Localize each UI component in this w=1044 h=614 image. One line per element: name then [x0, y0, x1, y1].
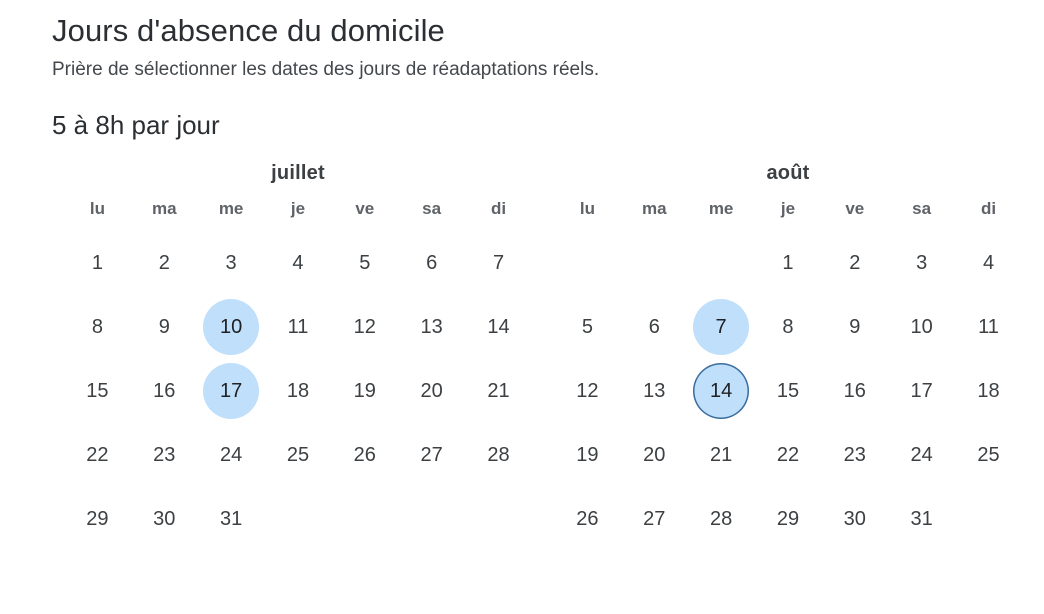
calendar-cell — [265, 359, 332, 423]
calendar-day[interactable]: 19 — [353, 380, 376, 403]
calendar-day[interactable]: 21 — [709, 444, 733, 467]
calendar-day-empty — [961, 489, 1017, 545]
calendar-day[interactable]: 17 — [203, 363, 259, 419]
calendar-day-empty — [404, 489, 460, 545]
calendar-cell — [198, 295, 265, 359]
calendar-cell — [955, 423, 1022, 487]
calendar-cell — [821, 295, 888, 359]
calendar-day[interactable]: 16 — [153, 380, 176, 403]
calendar-day[interactable]: 15 — [776, 380, 800, 403]
calendar-cell — [955, 487, 1022, 551]
calendar-cell — [888, 359, 955, 423]
calendar-cell — [821, 359, 888, 423]
calendar-cell — [265, 295, 332, 359]
weekday-label-me: me — [218, 199, 244, 219]
calendar-cell — [64, 295, 131, 359]
calendar-day[interactable]: 23 — [843, 444, 866, 467]
calendar-cell — [331, 359, 398, 423]
calendars-container — [64, 162, 1044, 551]
weekday-label-di: di — [980, 199, 997, 219]
calendar-août — [554, 162, 1022, 551]
calendar-day[interactable]: 28 — [709, 508, 733, 531]
weekday-label-ve: ve — [355, 199, 375, 219]
calendar-week-row — [554, 423, 1022, 487]
calendar-day[interactable]: 17 — [910, 380, 933, 403]
weekday-label-ma: ma — [151, 199, 177, 219]
calendar-day[interactable]: 25 — [286, 444, 310, 467]
calendar-month-label: août — [766, 162, 810, 185]
calendar-day[interactable]: 8 — [782, 316, 794, 339]
calendar-day[interactable]: 22 — [86, 444, 109, 467]
weekday-label-je: je — [780, 199, 796, 219]
weekday-label-ma: ma — [641, 199, 667, 219]
calendar-cell — [398, 487, 465, 551]
calendar-day[interactable]: 21 — [487, 380, 510, 403]
calendar-day-empty — [471, 489, 527, 545]
calendar-day[interactable]: 24 — [219, 444, 243, 467]
calendar-day[interactable]: 12 — [576, 380, 599, 403]
calendar-cell — [755, 295, 822, 359]
calendar-cell — [331, 231, 398, 295]
section-title: 5 à 8h par jour — [52, 109, 220, 140]
calendar-cell — [621, 423, 688, 487]
page-title: Jours d'absence du domicile — [52, 13, 445, 48]
calendar-day[interactable]: 20 — [643, 444, 666, 467]
calendar-week-row — [64, 295, 532, 359]
weekday-header-row — [554, 199, 1022, 231]
calendar-cell — [554, 231, 621, 295]
weekday-label-me: me — [708, 199, 734, 219]
calendar-week-row — [64, 359, 532, 423]
weekday-label-ve: ve — [845, 199, 865, 219]
calendar-day[interactable]: 31 — [910, 508, 933, 531]
weekday-label-sa: sa — [422, 199, 442, 219]
calendar-cell — [265, 423, 332, 487]
calendar-day[interactable]: 6 — [426, 252, 438, 275]
calendar-cell — [755, 359, 822, 423]
calendar-day[interactable]: 9 — [849, 316, 861, 339]
calendar-cell — [465, 359, 532, 423]
calendar-cell — [955, 359, 1022, 423]
calendar-day[interactable]: 9 — [158, 316, 170, 339]
calendar-day[interactable]: 31 — [219, 508, 243, 531]
calendar-cell — [465, 487, 532, 551]
calendar-cell — [755, 423, 822, 487]
calendar-day[interactable]: 1 — [782, 252, 794, 275]
calendar-cell — [688, 231, 755, 295]
calendar-day[interactable]: 24 — [910, 444, 933, 467]
calendar-week-row — [554, 295, 1022, 359]
calendar-cell — [331, 423, 398, 487]
weekday-label-di: di — [490, 199, 507, 219]
calendar-day[interactable]: 2 — [158, 252, 170, 275]
calendar-cell — [955, 295, 1022, 359]
calendar-day[interactable]: 2 — [849, 252, 861, 275]
calendar-cell — [398, 359, 465, 423]
calendar-day[interactable]: 29 — [86, 508, 109, 531]
calendar-cell — [688, 423, 755, 487]
calendar-day[interactable]: 5 — [359, 252, 371, 275]
calendar-cell — [465, 231, 532, 295]
calendar-day[interactable]: 26 — [353, 444, 376, 467]
calendar-day[interactable]: 4 — [982, 252, 995, 275]
calendar-cell — [688, 487, 755, 551]
calendar-day-empty — [693, 233, 749, 289]
calendar-day[interactable]: 1 — [91, 252, 103, 275]
calendar-cell — [465, 295, 532, 359]
calendar-cell — [888, 231, 955, 295]
calendar-cell — [64, 487, 131, 551]
calendar-day[interactable]: 28 — [487, 444, 510, 467]
calendar-day[interactable]: 5 — [581, 316, 593, 339]
calendar-day[interactable]: 27 — [420, 444, 443, 467]
calendar-cell — [131, 487, 198, 551]
calendar-cell — [554, 487, 621, 551]
calendar-day[interactable]: 30 — [153, 508, 176, 531]
calendar-day[interactable]: 6 — [648, 316, 660, 339]
calendar-cell — [131, 231, 198, 295]
calendar-juillet — [64, 162, 532, 551]
calendar-cell — [621, 295, 688, 359]
calendar-cell — [465, 423, 532, 487]
calendar-cell — [688, 359, 755, 423]
calendar-day[interactable]: 14 — [487, 316, 510, 339]
calendar-cell — [398, 295, 465, 359]
calendar-cell — [821, 231, 888, 295]
weekday-label-je: je — [290, 199, 306, 219]
calendar-week-row — [64, 423, 532, 487]
weekday-header-row — [64, 199, 532, 231]
calendar-day[interactable]: 25 — [977, 444, 1000, 467]
calendar-cell — [331, 295, 398, 359]
calendar-day[interactable]: 14 — [693, 363, 749, 419]
calendar-day[interactable]: 27 — [643, 508, 666, 531]
calendar-day[interactable]: 11 — [978, 316, 999, 339]
calendar-day[interactable]: 10 — [203, 299, 259, 355]
calendar-day[interactable]: 20 — [420, 380, 443, 403]
calendar-grid — [64, 199, 532, 551]
calendar-cell — [755, 231, 822, 295]
calendar-cell — [821, 423, 888, 487]
calendar-day[interactable]: 23 — [153, 444, 176, 467]
weekday-label-sa: sa — [912, 199, 932, 219]
calendar-day[interactable]: 3 — [916, 252, 928, 275]
calendar-month-label: juillet — [271, 162, 325, 185]
calendar-week-row — [64, 487, 532, 551]
calendar-day[interactable]: 7 — [492, 252, 505, 275]
calendar-cell — [265, 231, 332, 295]
calendar-day[interactable]: 4 — [292, 252, 304, 275]
calendar-cell — [64, 231, 131, 295]
calendar-week-row — [64, 231, 532, 295]
calendar-cell — [198, 487, 265, 551]
weekday-label-lu: lu — [89, 199, 105, 219]
calendar-day[interactable]: 26 — [576, 508, 599, 531]
calendar-grid — [554, 199, 1022, 551]
calendar-cell — [64, 423, 131, 487]
calendar-week-row — [554, 487, 1022, 551]
calendar-cell — [331, 487, 398, 551]
calendar-cell — [64, 359, 131, 423]
calendar-cell — [398, 423, 465, 487]
calendar-day[interactable]: 22 — [776, 444, 800, 467]
calendar-cell — [688, 295, 755, 359]
calendar-day[interactable]: 13 — [420, 316, 443, 339]
calendar-cell — [621, 487, 688, 551]
calendar-day[interactable]: 18 — [286, 380, 310, 403]
calendar-day-empty — [337, 489, 393, 545]
calendar-cell — [621, 359, 688, 423]
calendar-cell — [888, 487, 955, 551]
page-subtitle: Prière de sélectionner les dates des jours de réadaptations réels. — [52, 58, 600, 80]
calendar-cell — [888, 295, 955, 359]
calendar-cell — [755, 487, 822, 551]
calendar-day[interactable]: 7 — [693, 299, 749, 355]
calendar-week-row — [554, 231, 1022, 295]
calendar-cell — [554, 423, 621, 487]
calendar-day[interactable]: 16 — [843, 380, 866, 403]
calendar-day[interactable]: 8 — [91, 316, 103, 339]
calendar-day[interactable]: 15 — [86, 380, 109, 403]
calendar-day-empty — [270, 489, 326, 545]
calendar-cell — [821, 487, 888, 551]
calendar-cell — [198, 423, 265, 487]
weekday-label-lu: lu — [579, 199, 595, 219]
calendar-cell — [554, 359, 621, 423]
calendar-day[interactable]: 3 — [225, 252, 237, 275]
calendar-cell — [888, 423, 955, 487]
calendar-cell — [131, 423, 198, 487]
calendar-day[interactable]: 13 — [643, 380, 666, 403]
calendar-cell — [198, 359, 265, 423]
calendar-day[interactable]: 30 — [843, 508, 866, 531]
calendar-cell — [131, 359, 198, 423]
calendar-cell — [131, 295, 198, 359]
calendar-day-empty — [626, 233, 682, 289]
calendar-day[interactable]: 11 — [287, 316, 309, 339]
calendar-day[interactable]: 19 — [576, 444, 599, 467]
calendar-cell — [955, 231, 1022, 295]
calendar-day-empty — [559, 233, 615, 289]
calendar-day[interactable]: 10 — [910, 316, 933, 339]
calendar-day[interactable]: 18 — [977, 380, 1000, 403]
calendar-cell — [621, 231, 688, 295]
calendar-day[interactable]: 12 — [353, 316, 376, 339]
calendar-week-row — [554, 359, 1022, 423]
calendar-cell — [398, 231, 465, 295]
calendar-cell — [198, 231, 265, 295]
calendar-cell — [554, 295, 621, 359]
calendar-day[interactable]: 29 — [776, 508, 800, 531]
calendar-cell — [265, 487, 332, 551]
